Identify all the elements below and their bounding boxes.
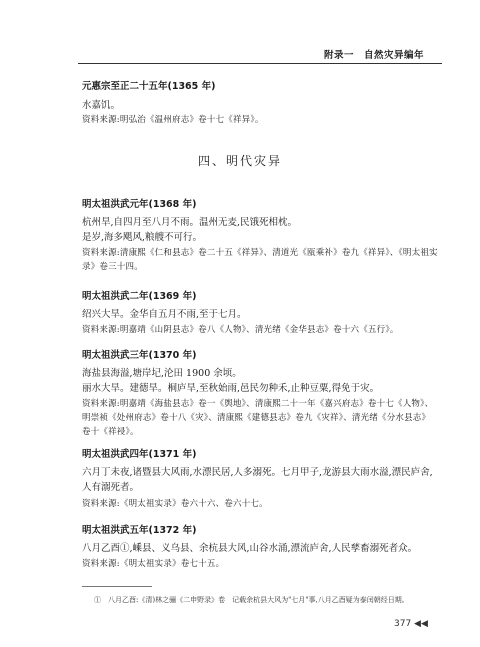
footnote: ① 八月乙酉:《清)林之骊《二申野录》卷 记载余杭县大风为"七月"事,八月乙酉疑为泰闰朝经日期。 [94,596,409,604]
entry-heading: 明太祖洪武三年(1370 年) [82,350,197,361]
entry-text: 水嘉饥。 [82,100,121,111]
footnote-rule [82,586,152,587]
entry-text: 杭州旱,自四月至八月不雨。温州无麦,民饿死相枕。 [82,217,298,228]
page-number: 377 ◀◀ [394,619,428,629]
entry-source: 资料来源:《明太祖实录》卷七十五。 [82,559,225,569]
entry-source: 资料来源:《明太祖实录》卷六十六、卷六十七。 [82,499,268,509]
entry-heading: 明太祖洪武五年(1372 年) [82,525,197,536]
entry-source: 资料来源:清康熙《仁和县志》卷二十五《祥异》、清道光《瓯乘补》卷九《祥异》、《明太祖实录》卷三十四。 [82,248,438,272]
entry-heading: 明太祖洪武二年(1369 年) [82,291,197,302]
running-header: 附录一 自然灾异编年 [324,50,425,61]
entry-heading: 明太祖洪武元年(1368 年) [82,199,197,210]
entry-text: 六月丁未夜,诸暨县大风雨,水漂民居,人多溺死。七月甲子,龙游县大雨水溢,漂民庐舍,人有溺死者。 [82,467,433,493]
entry-source: 资料来源:明嘉靖《山阴县志》卷八《人物》、清光绪《金华县志》卷十六《五行》。 [82,325,399,335]
header-rule [78,63,442,64]
entry-text: 是岁,海多飓风,粮艘不可行。 [82,232,203,243]
entry-source: 资料来源:明嘉靖《海盐县志》卷一《舆地》、清康熙二十一年《嘉兴府志》卷十七《人物》、明崇祯《处州府志》卷十八《灾》、清康熙《建德县志》卷九《灾祥》、清光绪《分水县志》卷十《祥祲》。 [82,399,434,437]
entry-source: 资料来源:明弘治《温州府志》卷十七《祥异》。 [82,115,264,125]
entry-text: 绍兴大旱。金华自五月不雨,至于七月。 [82,309,247,320]
entry-text: 海盐县海溢,塘岸圮,沦田 1900 余顷。 [82,368,242,379]
entry-text: 八月乙酉①,嵊县、义乌县、余杭县大风,山谷水涌,漂流庐舍,人民孳畜溺死者众。 [82,543,418,554]
section-title: 四、明代灾异 [197,154,282,168]
entry-heading: 元惠宗至正二十五年(1365 年) [82,81,216,92]
entry-heading: 明太祖洪武四年(1371 年) [82,449,197,460]
entry-text: 丽水大旱。建德旱。桐庐旱,至秋始雨,邑民勿种禾,止种豆粟,得免于灾。 [82,383,380,394]
